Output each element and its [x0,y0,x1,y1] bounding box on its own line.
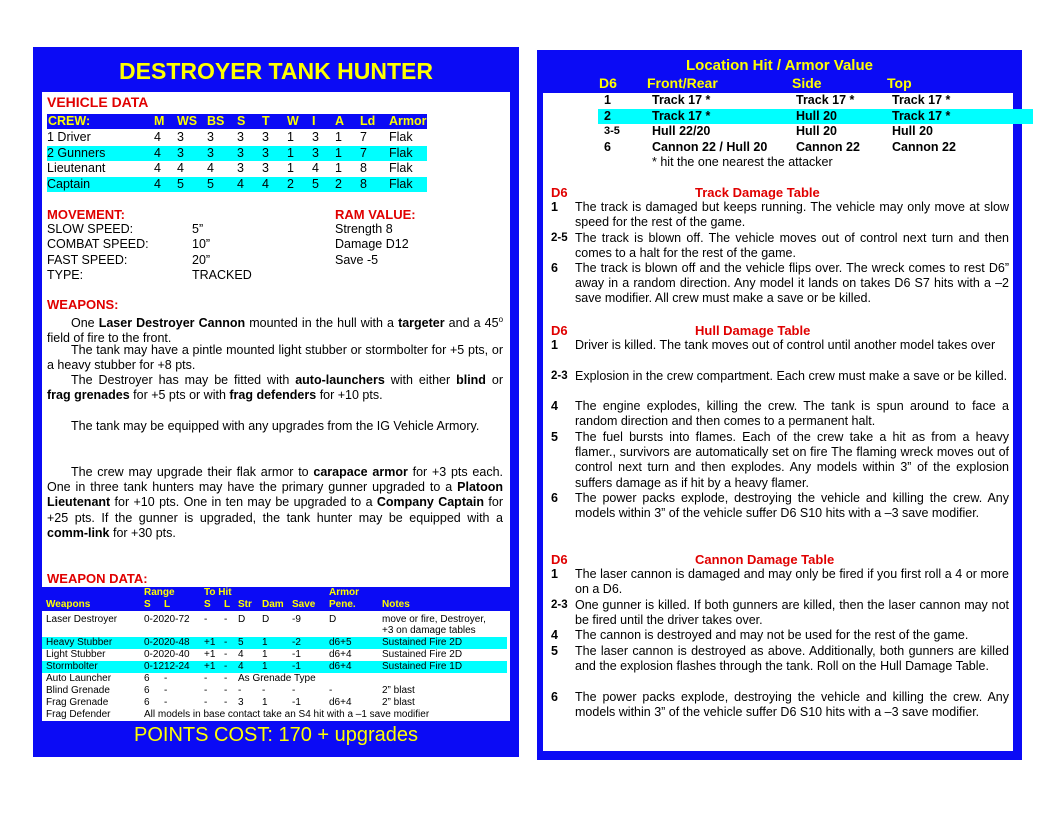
weapon-cell: All models in base contact take an S4 hit with a –1 save modifier [144,709,430,720]
ram-values [335,222,485,270]
weapon-header-cell: Str [238,599,252,610]
weapon-cell: move or fire, Destroyer, [382,614,486,625]
weapon-cell: - [164,685,168,696]
crew-cell: 3 [262,161,269,175]
weapon-cell: - [292,685,296,696]
weapon-cell: 12-24 [164,661,190,672]
hull-roll: 5 [551,430,558,444]
hull-d6-label: D6 [551,323,568,338]
hull-result: Driver is killed. The tank moves out of control until another model takes over [575,338,996,352]
weapon-cell: 1 [262,661,268,672]
weapon-header-cell: Weapons [46,599,91,610]
weapon-row [42,661,507,673]
weapon-row [42,625,507,637]
location-cell: Track 17 * [796,93,855,107]
weapon-cell: -9 [292,614,301,625]
crew-header-cell: S [237,114,246,128]
weapon-row [42,709,507,721]
movement-value: 5” [192,222,204,236]
track-table-title: Track Damage Table [695,185,820,200]
crew-cell: 3 [177,145,184,160]
movement-value: 10” [192,237,211,252]
track-roll: 6 [551,261,558,275]
weapon-cell: Heavy Stubber [46,637,113,648]
weapon-row [42,649,507,661]
crew-cell: 5 [207,176,214,191]
weapon-cell: 3 [238,697,244,708]
weapon-data-table [42,611,510,721]
crew-header-cell: Armor [389,114,427,128]
track-result: The track is damaged but keeps running. The vehicle may only move at slow speed for the rest of the game. [575,200,1009,230]
weapon-cell: - [204,697,208,708]
ram-row [335,222,485,237]
crew-header-cell: Ld [360,114,376,128]
weapon-header-cell: Save [292,599,316,610]
crew-table [47,114,427,192]
crew-header-cell: WS [177,114,198,128]
weapon-row [42,697,507,709]
crew-cell: 3 [207,130,214,144]
track-result: The track is blown off. The vehicle moves out of control next turn and then comes to a halt for the rest of the game. [575,231,1009,261]
movement-table [47,222,347,284]
track-result: The track is blown off and the vehicle flips over. The wreck comes to rest D6” away in a random direction. Any model it lands on takes D6 S7 hits with a –2 save modifier. All crew must make a save or be killed. [575,261,1009,306]
crew-cell: 3 [177,130,184,144]
location-cell: Cannon 22 [892,139,956,154]
crew-cell: Flak [389,145,413,160]
weapon-cell: As Grenade Type [238,673,316,684]
weapon-data-header [42,587,510,611]
crew-header-row [47,114,427,129]
weapon-cell: Light Stubber [46,649,106,660]
crew-cell: Flak [389,176,413,191]
crew-cell: 3 [237,145,244,160]
weapon-cell: 6 [144,673,150,684]
weapon-cell: 1 [262,637,268,648]
crew-cell: 2 Gunners [47,145,106,160]
weapon-cell: D [238,614,246,625]
location-cell: Cannon 22 [796,139,860,154]
crew-cell: 1 [335,145,342,160]
crew-cell: 2 [287,176,294,191]
weapon-cell: - [224,685,228,696]
location-cell: 2 [604,108,611,123]
weapon-cell: 2” blast [382,697,415,708]
crew-cell: 7 [360,145,367,160]
weapon-cell: - [262,685,266,696]
cannon-roll: 5 [551,644,558,658]
location-header [537,75,1022,93]
crew-header-cell: M [154,114,165,128]
weapon-cell: D [329,614,337,625]
crew-header-cell: W [287,114,299,128]
track-roll: 1 [551,200,558,214]
cannon-result: The cannon is destroyed and may not be used for the rest of the game. [575,628,969,642]
weapon-cell: -1 [292,697,301,708]
weapon-cell: Sustained Fire 1D [382,661,463,672]
weapon-header-cell: S [144,599,151,610]
weapons-paragraph-3: The Destroyer has may be fitted with auto-launchers with either blind or frag grenades for +5 pts or with frag defenders for +10 pts. [47,373,503,403]
weapon-cell: 20-48 [164,637,190,648]
movement-value: TRACKED [192,267,252,282]
weapon-cell: - [224,637,228,648]
card-title: DESTROYER TANK HUNTER [119,58,433,84]
crew-cell: 3 [237,130,244,144]
weapon-cell: -1 [292,661,301,672]
crew-row [47,146,427,161]
crew-cell: 4 [177,161,184,175]
weapon-header-cell: Dam [262,599,284,610]
weapon-cell: Stormbolter [46,661,98,672]
weapon-cell: d6+4 [329,649,352,660]
hull-roll: 4 [551,399,558,413]
crew-cell: Flak [389,130,413,144]
ram-row [335,253,485,268]
location-table [593,93,1033,171]
cannon-damage-table [543,567,1013,747]
crew-cell: 4 [207,161,214,175]
location-cell: Track 17 * [892,108,951,123]
movement-label: FAST SPEED: [47,252,128,267]
location-cell: Cannon 22 / Hull 20 [652,139,768,154]
crew-header-cell: A [335,114,345,128]
weapon-row [42,673,507,685]
weapon-cell: - [224,661,228,672]
weapons-paragraph-5: The crew may upgrade their flak armor to carapace armor for +3 pts each. One in three tank hunters may have the primary gunner upgraded to a Platoon Lieutenant for +10 pts. One in ten may be upgraded to a Company Captain for +25 pts. If the gunner is upgraded, the tank hunter may be equipped with a comm-link for +30 pts. [47,465,503,540]
ram-value: Damage D12 [335,237,409,252]
cannon-d6-label: D6 [551,552,568,567]
location-header-cell: Front/Rear [647,75,718,91]
location-cell: Track 17 * [892,93,951,107]
crew-header-cell: T [262,114,270,128]
crew-cell: 3 [312,145,319,160]
vehicle-data-heading: VEHICLE DATA [47,94,149,110]
weapon-cell: - [238,685,242,696]
movement-row [47,237,347,252]
weapon-cell: Sustained Fire 2D [382,637,463,648]
weapon-header-cell: L [224,599,231,610]
points-cost: POINTS COST: 170 + upgrades [133,724,419,746]
location-row [598,140,1033,155]
cannon-roll: 6 [551,690,558,704]
location-header-cell: D6 [599,75,617,91]
weapon-header-cell: Pene. [329,599,356,610]
location-header-cell: Side [792,75,822,91]
cannon-result: The power packs explode, destroying the vehicle and killing the crew. Any models within 3” of the vehicle suffer D6 S10 hits with a –3 save modifier. [575,690,1009,720]
weapon-cell: +1 [204,661,216,672]
crew-cell: 4 [154,161,161,175]
weapon-cell: 5 [238,637,244,648]
weapon-cell: 6 [144,697,150,708]
hull-result: Explosion in the crew compartment. Each crew must make a save or be killed. [575,369,1008,383]
movement-label: COMBAT SPEED: [47,237,149,252]
cannon-table-title: Cannon Damage Table [695,552,835,567]
vehicle-data-panel [42,92,510,587]
weapon-cell: 0-20 [144,614,165,625]
weapon-cell: 2” blast [382,685,415,696]
weapon-row [42,685,507,697]
cannon-roll: 4 [551,628,558,642]
location-cell: 6 [604,139,611,154]
cannon-result: One gunner is killed. If both gunners are killed, then the laser cannon may not be fired until the driver takes over. [575,598,1009,628]
movement-row [47,268,347,283]
weapon-cell: - [204,673,208,684]
ram-value: Save -5 [335,252,379,267]
weapon-cell: 20-72 [164,614,190,625]
track-damage-table [543,200,1013,310]
location-cell: Hull 20 [796,124,837,138]
location-cell: Hull 22/20 [652,124,711,138]
weapon-cell: +1 [204,637,216,648]
crew-cell: 4 [262,176,269,191]
movement-label: TYPE: [47,267,84,282]
cannon-roll: 1 [551,567,558,581]
weapon-cell: - [329,685,333,696]
crew-cell: 3 [262,130,269,144]
weapon-cell: 20-40 [164,649,190,660]
weapon-cell: - [224,614,228,625]
weapons-paragraph-2: The tank may have a pintle mounted light stubber or stormbolter for +5 pts, or a heavy stubber for +8 pts. [47,343,503,373]
crew-cell: 1 [287,145,294,160]
weapon-cell: 1 [262,649,268,660]
hull-table-title: Hull Damage Table [695,323,811,338]
crew-cell: 3 [207,145,214,160]
cannon-result: The laser cannon is damaged and may only be fired if you first roll a 4 or more on a D6. [575,567,1009,597]
location-cell: Hull 20 [892,124,933,138]
crew-cell: Flak [389,161,413,175]
hull-roll: 1 [551,338,558,352]
crew-header-cell: CREW: [48,114,91,128]
crew-cell: 4 [237,176,244,191]
crew-cell: 4 [154,145,161,160]
crew-cell: 7 [360,130,367,144]
crew-cell: 1 [287,161,294,175]
location-row [598,93,1033,108]
weapon-cell: - [224,649,228,660]
weapon-cell: 1 [262,697,268,708]
location-cell: Track 17 * [652,93,711,107]
crew-cell: Lieutenant [47,161,106,175]
weapon-cell: +1 [204,649,216,660]
weapon-cell: 0-20 [144,649,165,660]
movement-row [47,222,347,237]
weapon-header-cell: L [164,599,171,610]
location-cell: 3-5 [604,125,620,137]
crew-row [47,177,427,192]
track-d6-label: D6 [551,185,568,200]
crew-cell: 3 [262,145,269,160]
weapon-cell: +3 on damage tables [382,625,476,636]
crew-cell: Captain [47,176,91,191]
hull-roll: 2-3 [551,370,568,382]
crew-header-cell: I [312,114,316,128]
crew-cell: 3 [312,130,319,144]
weapons-paragraph-4: The tank may be equipped with any upgrades from the IG Vehicle Armory. [71,419,480,433]
weapon-cell: Frag Grenade [46,697,109,708]
movement-value: 20” [192,252,211,267]
weapons-heading: WEAPONS: [47,297,119,312]
location-header-cell: Top [887,75,912,91]
vehicle-card [33,47,519,757]
weapon-cell: - [204,685,208,696]
weapon-cell: d6+4 [329,697,352,708]
weapon-cell: 0-20 [144,637,165,648]
location-row [598,109,1033,124]
ram-value: Strength 8 [335,222,393,236]
movement-heading: MOVEMENT: [47,207,125,222]
weapon-cell: -2 [292,637,301,648]
weapon-cell: Frag Defender [46,709,111,720]
ram-row [335,237,485,252]
weapon-header-cell: Notes [382,599,410,610]
weapon-cell: 4 [238,649,244,660]
movement-row [47,253,347,268]
crew-cell: 2 [335,176,342,191]
weapon-cell: 0-12 [144,661,165,672]
weapon-row [42,637,507,649]
crew-cell: 5 [177,176,184,191]
weapon-cell: d6+4 [329,661,352,672]
location-note: * hit the one nearest the attacker [652,155,833,169]
hull-result: The power packs explode, destroying the vehicle and killing the crew. Any models within 3” of the vehicle suffer D6 S10 hits with a –3 save modifier. [575,491,1009,521]
weapon-cell: - [164,697,168,708]
damage-card [537,50,1022,760]
weapon-cell: -1 [292,649,301,660]
weapon-cell: - [224,697,228,708]
crew-cell: 4 [312,161,319,175]
weapons-paragraph-1: One Laser Destroyer Cannon mounted in the hull with a targeter and a 45$^o$ field of fire to the front. [47,315,504,346]
weapon-header-top: Range [144,587,175,598]
hull-result: The engine explodes, killing the crew. The tank is spun around to face a random direction and then comes to a permanent halt. [575,399,1009,429]
movement-label: SLOW SPEED: [47,222,134,236]
crew-cell: 1 [287,130,294,144]
crew-row [47,130,427,145]
weapon-cell: 4 [238,661,244,672]
crew-cell: 1 Driver [47,130,91,144]
track-roll: 2-5 [551,232,568,244]
crew-cell: 1 [335,130,342,144]
crew-cell: 4 [154,176,161,191]
weapon-cell: d6+5 [329,637,352,648]
hull-result: The fuel bursts into flames. Each of the crew take a hit as from a heavy flamer., survivors are automatically set on fire The flaming wreck moves out of control next turn and then explodes. Any models within 3” of the explosion suffers damage as if hit by a heavy flamer. [575,430,1009,490]
cannon-result: The laser cannon is destroyed as above. Additionally, both gunners are killed and the explosion flashes through the tank. Roll on the Hull Damage Table. [575,644,1009,674]
location-cell: Hull 20 [796,108,837,123]
ram-heading: RAM VALUE: [335,207,416,222]
crew-cell: 4 [154,130,161,144]
damage-tables-panel [543,93,1013,751]
crew-cell: 8 [360,176,367,191]
weapon-header-top: Armor [329,587,360,598]
hull-damage-table [543,338,1013,538]
weapon-cell: Sustained Fire 2D [382,649,463,660]
weapon-cell: Blind Grenade [46,685,110,696]
cannon-roll: 2-3 [551,599,568,611]
crew-cell: 8 [360,161,367,175]
weapon-cell: - [164,673,168,684]
weapon-cell: - [224,673,228,684]
weapon-data-heading: WEAPON DATA: [47,571,148,586]
crew-cell: 5 [312,176,319,191]
location-cell: Track 17 * [652,108,711,123]
crew-cell: 3 [237,161,244,175]
crew-header-cell: BS [207,114,225,128]
weapon-header-cell: S [204,599,211,610]
weapon-cell: D [262,614,270,625]
location-cell: 1 [604,93,611,107]
weapon-cell: Auto Launcher [46,673,112,684]
hull-roll: 6 [551,491,558,505]
location-title: Location Hit / Armor Value [686,57,873,74]
crew-row [47,161,427,176]
location-row [598,124,1033,139]
weapon-cell: Laser Destroyer [46,614,118,625]
weapon-header-top: To Hit [204,587,232,598]
weapon-cell: 6 [144,685,150,696]
weapon-cell: - [204,614,208,625]
crew-cell: 1 [335,161,342,175]
